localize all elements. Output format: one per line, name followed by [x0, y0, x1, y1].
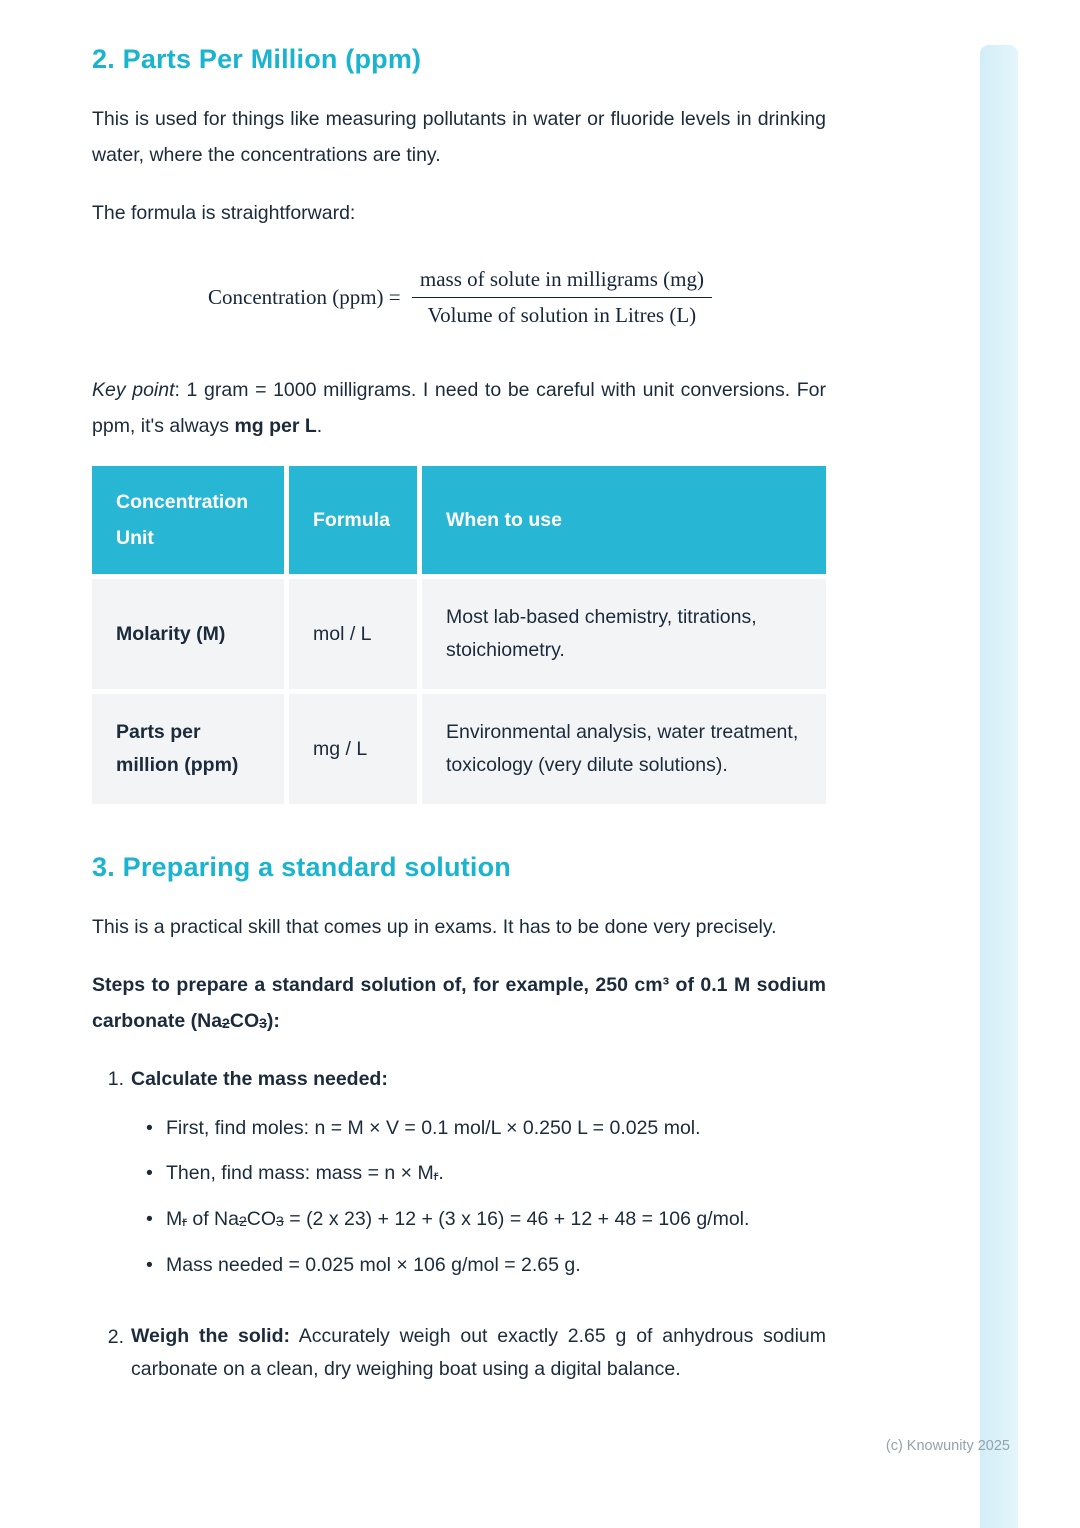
step-body — [131, 1062, 826, 1294]
table-cell-formula: mol / L — [289, 579, 417, 689]
ppm-formula — [208, 267, 826, 328]
bullet-glyph: • — [146, 1117, 153, 1139]
section-3-paragraph-1: This is a practical skill that comes up in exams. It has to be done very precisely. — [92, 916, 777, 938]
bullet-text: Mass needed = 0.025 mol × 106 g/mol = 2.65 g. — [166, 1254, 581, 1276]
table-header-cell: Formula — [289, 466, 417, 574]
document-content — [92, 0, 826, 1412]
step-number: 2. — [107, 1326, 124, 1348]
numbered-step — [92, 1320, 826, 1386]
bullet-item — [131, 1249, 826, 1282]
steps-intro-paragraph: Steps to prepare a standard solution of, for example, 250 cm³ of 0.1 M sodium carbonate (Na2CO3): — [92, 974, 826, 1032]
bullet-item — [131, 1203, 826, 1237]
table-header-cell: Concentration Unit — [92, 466, 284, 574]
copyright-footer: (c) Knowunity 2025 — [885, 1438, 1010, 1454]
table-cell-formula: mg / L — [289, 694, 417, 804]
table-cell-unit: Parts per million (ppm) — [92, 694, 284, 804]
section-2-paragraph-2: The formula is straightforward: — [92, 202, 356, 224]
formula-numerator: mass of solute in milligrams (mg) — [412, 267, 712, 298]
formula-fraction — [412, 267, 712, 328]
numbered-step — [92, 1062, 826, 1294]
bullet-item — [131, 1112, 826, 1145]
step-bullets — [131, 1112, 826, 1282]
step-body — [131, 1320, 826, 1386]
bullet-glyph: • — [146, 1254, 153, 1276]
bullet-item — [131, 1157, 826, 1191]
section-2-paragraph-1: This is used for things like measuring pollutants in water or fluoride levels in drinking water, where the concentrations are tiny. — [92, 108, 826, 166]
table-header-cell: When to use — [422, 466, 826, 574]
table-cell-use: Most lab-based chemistry, titrations, stoichiometry. — [422, 579, 826, 689]
bullet-text: First, find moles: n = M × V = 0.1 mol/L × 0.250 L = 0.025 mol. — [166, 1117, 701, 1139]
step-title: Calculate the mass needed: — [131, 1068, 388, 1090]
formula-denominator: Volume of solution in Litres (L) — [427, 303, 697, 327]
bullet-text: Mr of Na2CO3 = (2 x 23) + 12 + (3 x 16) = 46 + 12 + 48 = 106 g/mol. — [166, 1208, 750, 1230]
section-3-heading: 3. Preparing a standard solution — [92, 852, 511, 882]
concentration-units-table — [92, 466, 826, 804]
table-cell-use: Environmental analysis, water treatment, toxicology (very dilute solutions). — [422, 694, 826, 804]
bullet-text: Then, find mass: mass = n × Mr. — [166, 1162, 444, 1184]
step-number: 1. — [107, 1068, 124, 1090]
step-text: Weigh the solid: Accurately weigh out exactly 2.65 g of anhydrous sodium carbonate on a clean, dry weighing boat using a digital balance. — [131, 1325, 826, 1380]
table-cell-unit: Molarity (M) — [92, 579, 284, 689]
bullet-glyph: • — [146, 1162, 153, 1184]
bullet-glyph: • — [146, 1208, 153, 1230]
key-point-paragraph: Key point: 1 gram = 1000 milligrams. I need to be careful with unit conversions. For ppm, it's always mg per L. — [92, 379, 826, 437]
page-edge-strip — [980, 45, 1018, 1528]
section-2-heading: 2. Parts Per Million (ppm) — [92, 44, 422, 74]
formula-lhs: Concentration (ppm) = — [208, 285, 406, 309]
